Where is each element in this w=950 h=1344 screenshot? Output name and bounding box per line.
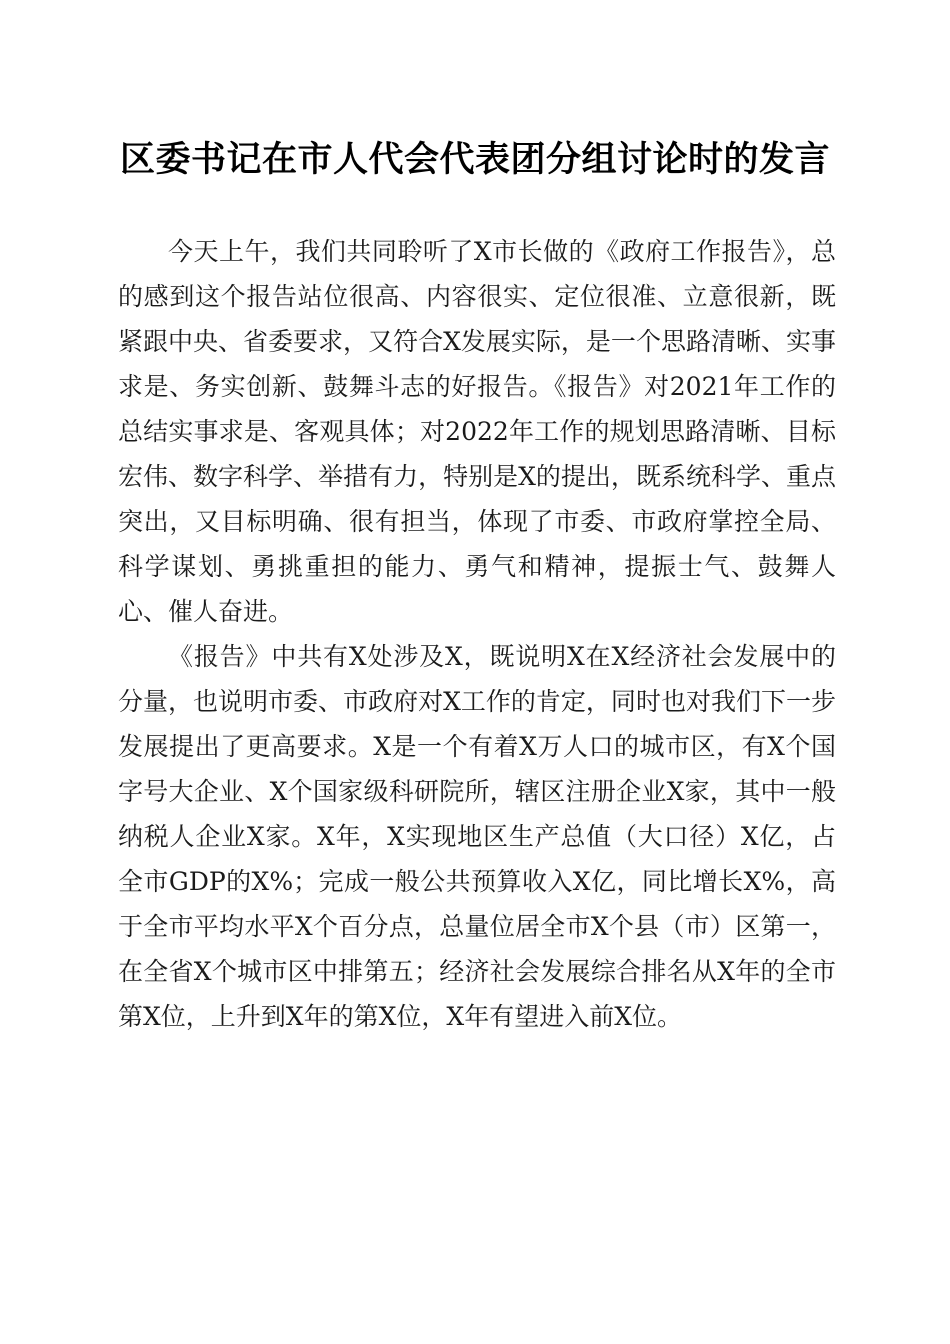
document-title: 区委书记在市人代会代表团分组讨论时的发言 bbox=[119, 139, 830, 180]
body-paragraph-2: 《报告》中共有X处涉及X，既说明X在X经济社会发展中的分量，也说明市委、市政府对X工作的肯定，同时也对我们下一步发展提出了更高要求。X是一个有着X万人口的城市区，有X个国字号大企业、X个国家级科研院所，辖区注册企业X家，其中一般纳税人企业X家。X年，X实现地区生产总值（大口径）X亿，占全市GDP的X%；完成一般公共预算收入X亿，同比增长X%，高于全市平均水平X个百分点，总量位居全市X个县（市）区第一，在全省X个城市区中排第五；经济社会发展综合排名从X年的全市第X位，上升到X年的第X位，X年有望进入前X位。 bbox=[118, 642, 836, 1031]
body-paragraph-1: 今天上午，我们共同聆听了X市长做的《政府工作报告》，总的感到这个报告站位很高、内容很实、定位很准、立意很新，既紧跟中央、省委要求，又符合X发展实际，是一个思路清晰、实事求是、务实创新、鼓舞斗志的好报告。《报告》对2021年工作的总结实事求是、客观具体；对2022年工作的规划思路清晰、目标宏伟、数字科学、举措有力，特别是X的提出，既系统科学、重点突出，又目标明确、很有担当，体现了市委、市政府掌控全局、科学谋划、勇挑重担的能力、勇气和精神，提振士气、鼓舞人心、催人奋进。 bbox=[118, 237, 836, 626]
document-body bbox=[118, 229, 836, 1039]
